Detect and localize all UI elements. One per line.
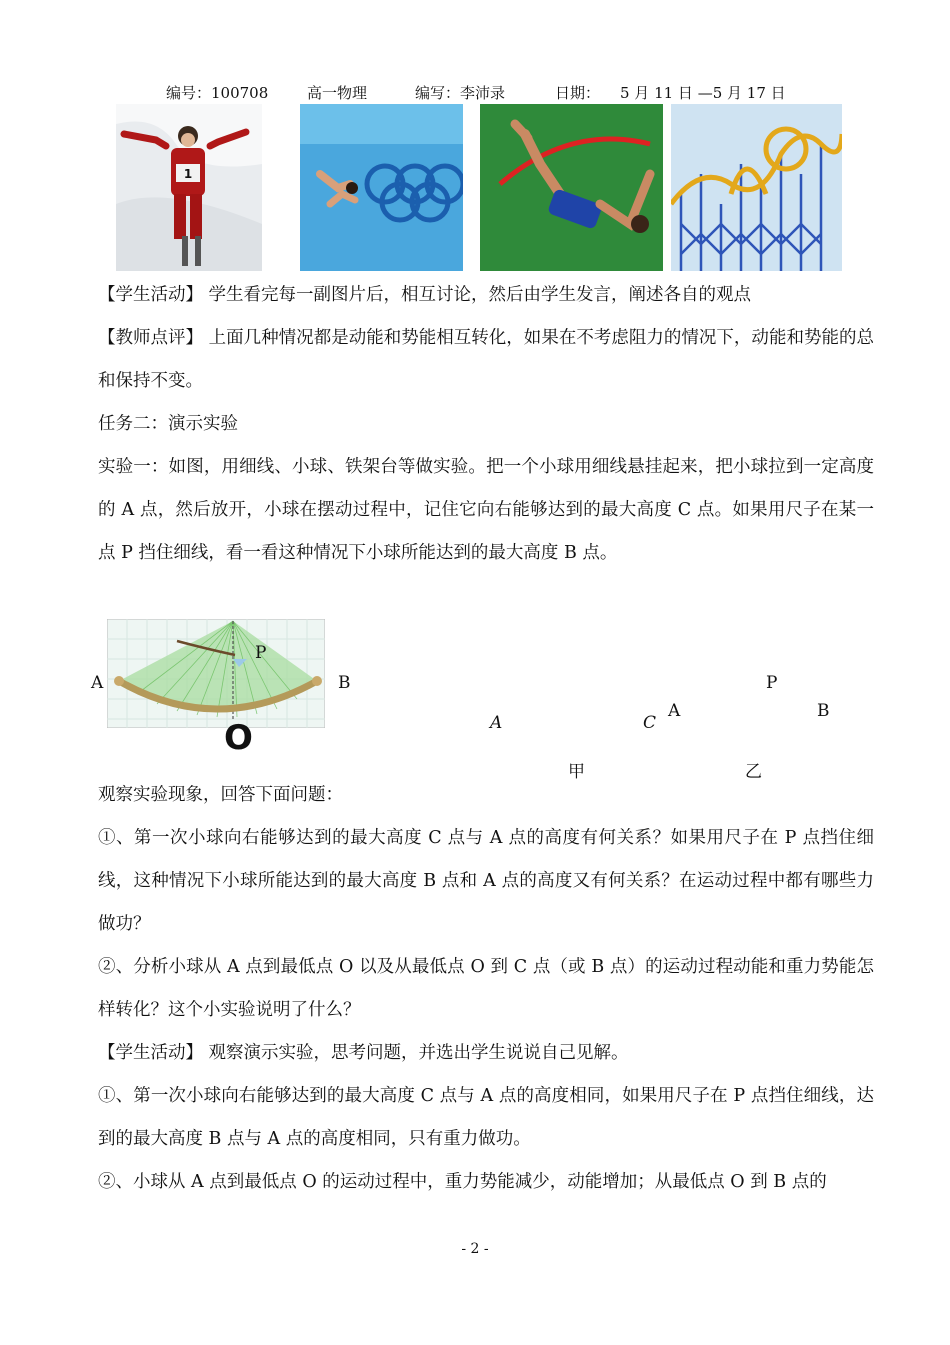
- label-point-b: B: [338, 673, 351, 693]
- doc-date-range: 5 月 11 日 —5 月 17 日: [620, 84, 786, 102]
- doc-number: 编号：100708: [166, 84, 269, 102]
- photo-pole-vaulter: [480, 104, 663, 271]
- fig-yi-label-a: A: [668, 701, 681, 721]
- fig-jia-caption: 甲: [568, 762, 585, 782]
- fig-yi-label-b: B: [817, 701, 830, 721]
- fig-jia-label-a: A: [490, 713, 503, 733]
- fig-jia-label-c: C: [643, 713, 657, 733]
- answer-two: ②、小球从 A 点到最低点 O 的运动过程中，重力势能减少，动能增加；从最低点 O 到 B 点的: [98, 1172, 827, 1192]
- page-number: - 2 -: [461, 1241, 489, 1257]
- doc-date-label: 日期：: [555, 84, 601, 102]
- photo-diver: [300, 104, 463, 271]
- fig-yi-label-p: P: [766, 673, 778, 693]
- fig-yi-caption: 乙: [745, 762, 762, 782]
- label-point-p: P: [255, 643, 267, 663]
- question-one: ①、第一次小球向右能够达到的最大高度 C 点与 A 点的高度有何关系？如果用尺子在 P 点挡住细线，这种情况下小球所能达到的最大高度 B 点和 A 点的高度又有何关系？在运动过程中都有哪些力做功？: [98, 828, 874, 934]
- doc-author: 编写：李沛录: [415, 84, 506, 102]
- pendulum-figure: [107, 619, 325, 728]
- skier-bib-number: 1: [183, 167, 193, 181]
- photo-aerial-skier: [116, 104, 262, 271]
- label-point-o: O: [224, 718, 253, 758]
- label-point-a: A: [91, 673, 104, 693]
- answer-one: ①、第一次小球向右能够达到的最大高度 C 点与 A 点的高度相同，如果用尺子在 P 点挡住细线，达到的最大高度 B 点与 A 点的高度相同，只有重力做功。: [98, 1086, 874, 1149]
- experiment-one-description: 实验一：如图，用细线、小球、铁架台等做实验。把一个小球用细线悬挂起来，把小球拉到一定高度的 A 点，然后放开，小球在摆动过程中，记住它向右能够达到的最大高度 C 点。如果用尺子在某一点 P 挡住细线，看一看这种情况下小球所能达到的最大高度 B 点。: [98, 457, 874, 563]
- doc-subject: 高一物理: [307, 84, 368, 102]
- question-two: ②、分析小球从 A 点到最低点 O 以及从最低点 O 到 C 点（或 B 点）的运动过程动能和重力势能怎样转化？这个小实验说明了什么？: [98, 957, 874, 1020]
- photo-roller-coaster: [671, 104, 842, 271]
- teacher-comment: 【教师点评】 上面几种情况都是动能和势能相互转化，如果在不考虑阻力的情况下，动能和势能的总和保持不变。: [98, 328, 874, 391]
- observe-instruction: 观察实验现象，回答下面问题：: [98, 785, 343, 805]
- task-two-heading: 任务二：演示实验: [98, 414, 238, 434]
- document-header: [0, 82, 950, 102]
- student-activity-1: 【学生活动】 学生看完每一副图片后，相互讨论，然后由学生发言，阐述各自的观点: [98, 285, 752, 305]
- student-activity-2: 【学生活动】 观察演示实验，思考问题，并选出学生说说自己见解。: [98, 1043, 629, 1063]
